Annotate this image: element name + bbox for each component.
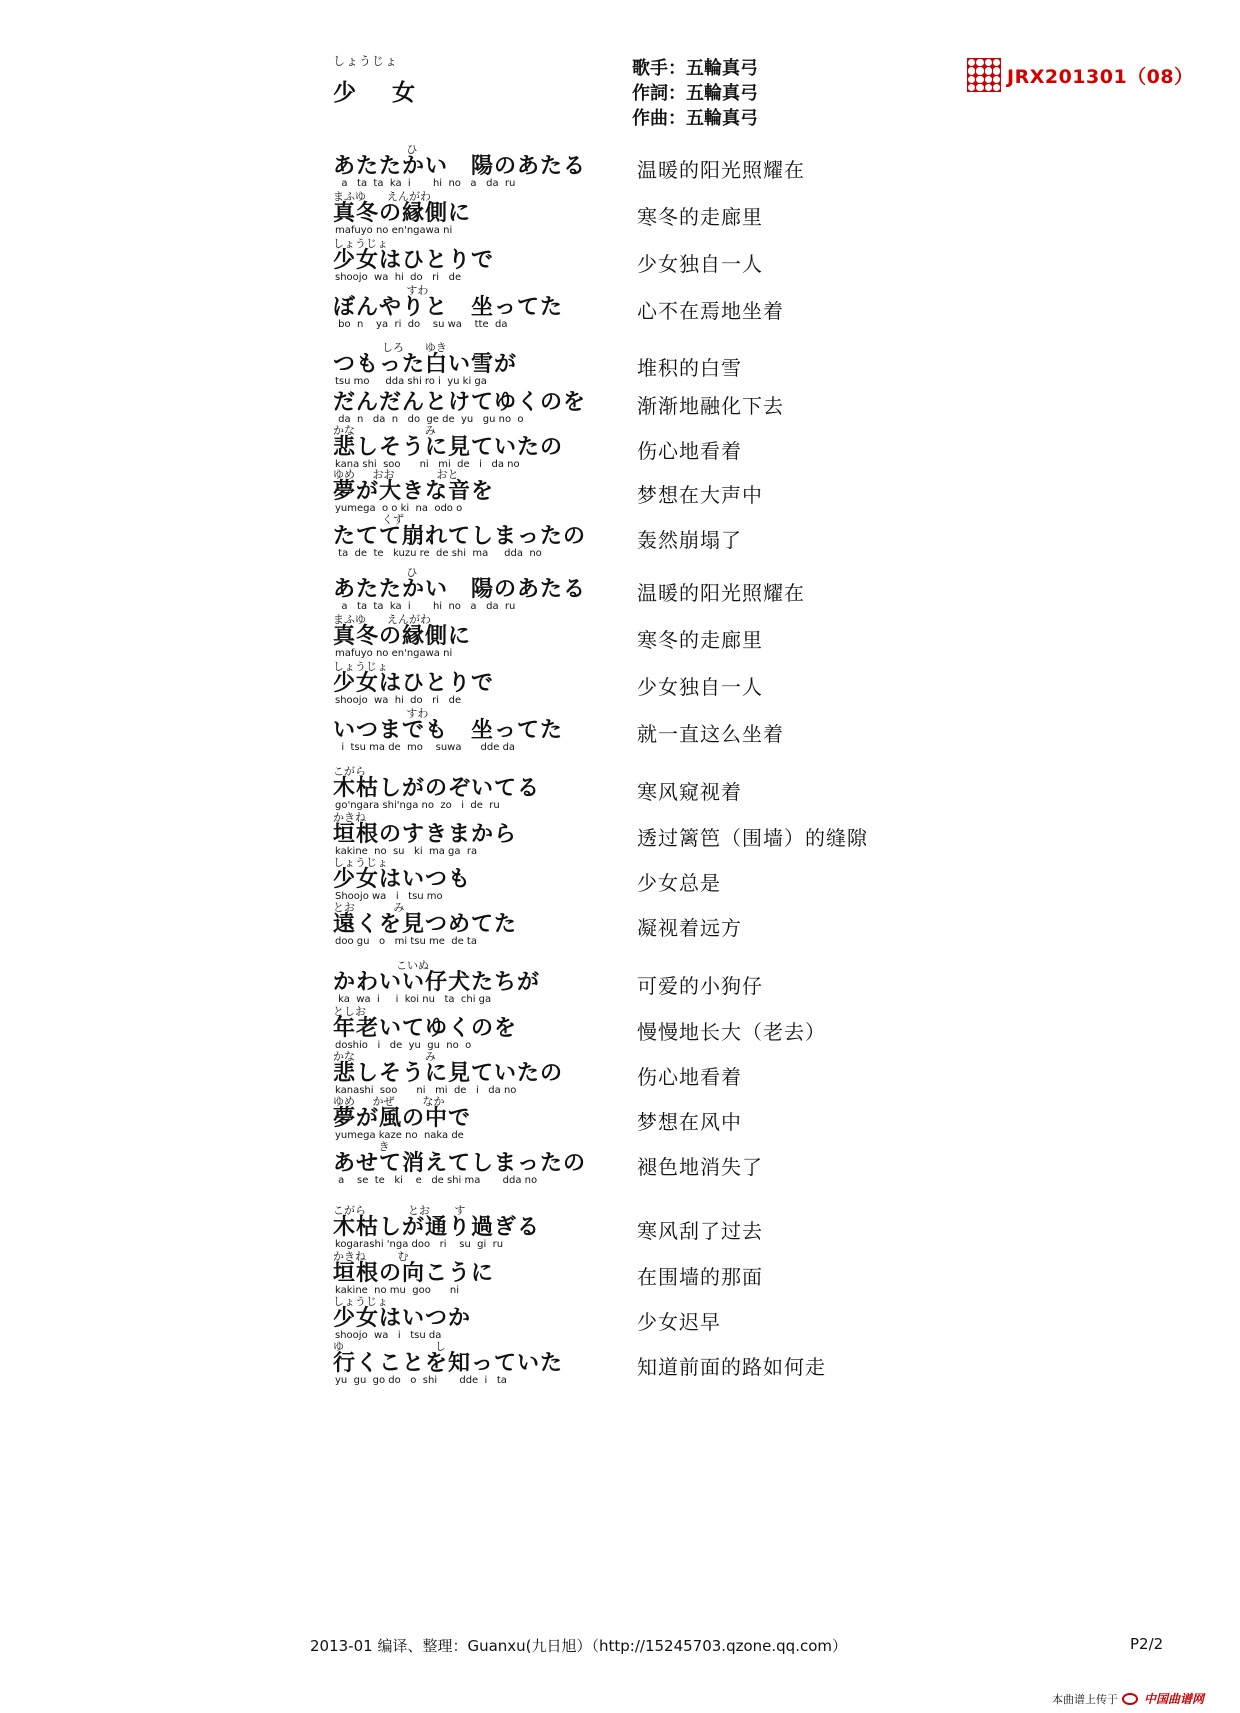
lyric-furigana: しろ ゆき — [333, 341, 447, 354]
lyric-japanese: 夢が大きな音を — [333, 479, 495, 504]
lyric-furigana: しょうじょ — [333, 660, 388, 673]
lyric-chinese: 寒风刮了过去 — [637, 1219, 763, 1243]
lyric-japanese: 真冬の縁側に — [333, 624, 472, 649]
lyric-romaji: da n da n do ge de yu gu no o — [335, 414, 524, 425]
lyric-romaji: doshio i de yu gu no o — [335, 1040, 472, 1051]
lyric-romaji: kanashi soo ni mi de i da no — [335, 1085, 517, 1096]
lyric-japanese: ぼんやりと 坐ってた — [333, 295, 564, 320]
lyric-furigana: しょうじょ — [333, 1295, 388, 1308]
lyric-chinese: 梦想在风中 — [637, 1110, 742, 1134]
lyric-romaji: yumega kaze no naka de — [335, 1130, 464, 1141]
lyric-japanese: 木枯しが通り過ぎる — [333, 1215, 541, 1240]
lyric-japanese: いつまでも 坐ってた — [333, 718, 564, 743]
lyric-furigana: こいぬ — [333, 959, 429, 972]
lyric-japanese: つもった白い雪が — [333, 352, 518, 377]
lyric-chinese: 寒冬的走廊里 — [637, 628, 763, 652]
lyric-romaji: a se te ki e de shi ma dda no — [335, 1175, 538, 1186]
document-code-text: JRX201301（08） — [1007, 65, 1194, 88]
lyric-chinese: 寒冬的走廊里 — [637, 205, 763, 229]
lyric-chinese: 伤心地看着 — [637, 439, 742, 463]
lyric-japanese: 行くことを知っていた — [333, 1351, 564, 1376]
lyric-romaji: i tsu ma de mo suwa dde da — [335, 742, 516, 753]
lyric-romaji: shoojo wa hi do ri de — [335, 695, 462, 706]
lyric-chinese: 轰然崩塌了 — [637, 528, 742, 552]
lyric-chinese: 透过篱笆（围墙）的缝隙 — [637, 826, 868, 850]
lyric-romaji: shoojo wa hi do ri de — [335, 272, 462, 283]
lyric-furigana: かきね — [333, 811, 366, 824]
lyric-furigana: こがら とお す — [333, 1204, 466, 1217]
lyric-chinese: 少女独自一人 — [637, 252, 763, 276]
lyric-romaji: a ta ta ka i hi no a da ru — [335, 178, 516, 189]
lyric-furigana: しょうじょ — [333, 856, 388, 869]
lyric-japanese: 真冬の縁側に — [333, 201, 472, 226]
lyric-japanese: たてて崩れてしまったの — [333, 524, 587, 549]
lyric-furigana: かきね む — [333, 1250, 409, 1263]
lyric-romaji: kakine no mu goo ni — [335, 1285, 460, 1296]
title-furigana: しょうじょ — [333, 54, 399, 68]
song-title: 少 女 — [333, 80, 430, 106]
lyric-japanese: 夢が風の中で — [333, 1106, 472, 1131]
lyric-chinese: 可爱的小狗仔 — [637, 974, 763, 998]
lyric-furigana: まふゆ えんがわ — [333, 613, 431, 626]
lyric-chinese: 伤心地看着 — [637, 1065, 742, 1089]
lyric-romaji: Shoojo wa i tsu mo — [335, 891, 443, 902]
lyric-romaji: ka wa i i koi nu ta chi ga — [335, 994, 492, 1005]
lyric-romaji: go'ngara shi'nga no zo i de ru — [335, 800, 500, 811]
lyric-furigana: ゆ し — [333, 1340, 446, 1353]
upload-note-text: 本曲谱上传于 — [1052, 1692, 1118, 1706]
lyric-chinese: 渐渐地融化下去 — [637, 394, 784, 418]
lyric-japanese: 少女はいつも — [333, 867, 472, 892]
lyric-chinese: 慢慢地长大（老去） — [637, 1020, 826, 1044]
lyric-romaji: kana shi soo ni mi de i da no — [335, 459, 520, 470]
lyric-japanese: 悲しそうに見ていたの — [333, 1061, 564, 1086]
lyric-romaji: tsu mo dda shi ro i yu ki ga — [335, 376, 487, 387]
lyric-romaji: yu gu go do o shi dde i ta — [335, 1375, 507, 1386]
lyric-furigana: き — [333, 1140, 390, 1153]
lyric-chinese: 梦想在大声中 — [637, 483, 763, 507]
lyric-furigana: ひ — [333, 143, 418, 156]
lyric-japanese: かわいい仔犬たちが — [333, 970, 541, 995]
lyric-chinese: 少女总是 — [637, 871, 721, 895]
composer-credit: 作曲：五輪真弓 — [632, 108, 758, 129]
lyric-japanese: 垣根の向こうに — [333, 1261, 495, 1286]
lyric-furigana: かな み — [333, 1050, 436, 1063]
lyric-chinese: 褪色地消失了 — [637, 1155, 763, 1179]
site-name: 中国曲谱网 — [1144, 1692, 1205, 1706]
grid-logo-icon — [967, 58, 1001, 92]
lyric-furigana: としお — [333, 1005, 366, 1018]
lyric-chinese: 心不在焉地坐着 — [637, 299, 784, 323]
lyricist-credit: 作詞：五輪真弓 — [632, 83, 758, 104]
lyric-romaji: doo gu o mi tsu me de ta — [335, 936, 477, 947]
lyric-romaji: ta de te kuzu re de shi ma dda no — [335, 548, 542, 559]
lyric-chinese: 温暖的阳光照耀在 — [637, 581, 805, 605]
lyric-japanese: 少女はいつか — [333, 1306, 472, 1331]
lyric-furigana: しょうじょ — [333, 237, 388, 250]
lyric-japanese: あせて消えてしまったの — [333, 1151, 587, 1176]
lyric-japanese: 少女はひとりで — [333, 671, 495, 696]
lyric-japanese: あたたかい 陽のあたる — [333, 577, 587, 602]
lyric-romaji: shoojo wa i tsu da — [335, 1330, 442, 1341]
lyric-furigana: ゆめ かぜ なか — [333, 1095, 445, 1108]
lyric-chinese: 知道前面的路如何走 — [637, 1355, 826, 1379]
lyric-romaji: mafuyo no en'ngawa ni — [335, 225, 453, 236]
lyric-chinese: 少女迟早 — [637, 1310, 721, 1334]
lyric-japanese: あたたかい 陽のあたる — [333, 154, 587, 179]
lyric-japanese: 遠くを見つめてた — [333, 912, 518, 937]
lyric-japanese: だんだんとけてゆくのを — [333, 390, 587, 415]
lyric-romaji: mafuyo no en'ngawa ni — [335, 648, 453, 659]
footer-credit: 2013-01 编译、整理：Guanxu(九日旭）（http://15245703.qzone.qq.com） — [310, 1637, 847, 1655]
lyric-romaji: bo n ya ri do su wa tte da — [335, 319, 508, 330]
page-number: P2/2 — [1130, 1635, 1164, 1653]
lyric-japanese: 少女はひとりで — [333, 248, 495, 273]
lyric-furigana: くず — [333, 513, 404, 526]
lyric-furigana: すわ — [333, 707, 429, 720]
lyric-japanese: 木枯しがのぞいてる — [333, 776, 541, 801]
lyric-romaji: kakine no su ki ma ga ra — [335, 846, 478, 857]
lyric-chinese: 少女独自一人 — [637, 675, 763, 699]
lyric-japanese: 悲しそうに見ていたの — [333, 435, 564, 460]
lyric-furigana: ゆめ おお おと — [333, 468, 459, 481]
credits — [632, 56, 758, 131]
lyric-japanese: 垣根のすきまから — [333, 822, 518, 847]
document-code — [967, 58, 1194, 92]
lyric-romaji: kogarashi 'nga doo ri su gi ru — [335, 1239, 504, 1250]
site-logo-icon — [1122, 1693, 1138, 1705]
lyric-furigana: かな み — [333, 424, 436, 437]
lyric-japanese: 年老いてゆくのを — [333, 1016, 518, 1041]
lyric-furigana: こがら — [333, 765, 366, 778]
lyric-romaji: a ta ta ka i hi no a da ru — [335, 601, 516, 612]
upload-note — [1052, 1690, 1204, 1707]
lyric-chinese: 堆积的白雪 — [637, 356, 742, 380]
lyric-chinese: 寒风窥视着 — [637, 780, 742, 804]
lyric-chinese: 凝视着远方 — [637, 916, 742, 940]
lyric-chinese: 在围墙的那面 — [637, 1265, 763, 1289]
lyric-chinese: 就一直这么坐着 — [637, 722, 784, 746]
lyric-romaji: yumega o o ki na odo o — [335, 503, 463, 514]
lyric-furigana: とお み — [333, 901, 405, 914]
lyric-furigana: まふゆ えんがわ — [333, 190, 431, 203]
lyric-furigana: すわ — [333, 284, 429, 297]
singer-credit: 歌手：五輪真弓 — [632, 58, 758, 79]
lyric-furigana: ひ — [333, 566, 418, 579]
lyric-chinese: 温暖的阳光照耀在 — [637, 158, 805, 182]
